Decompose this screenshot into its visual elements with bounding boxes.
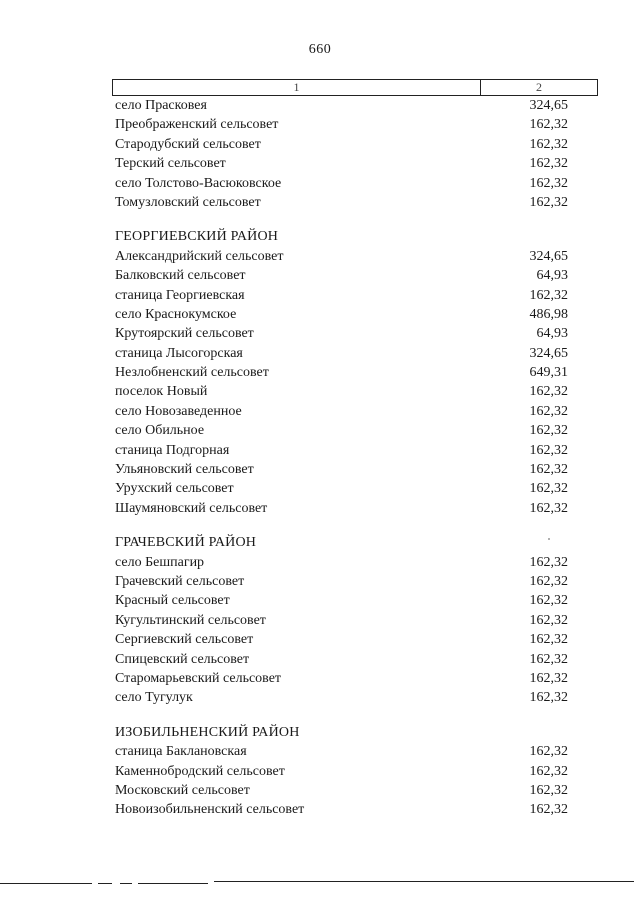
amount-value: 162,32 (529, 287, 568, 303)
amount-value: 162,32 (529, 500, 568, 516)
amount-value: 162,32 (529, 763, 568, 779)
settlement-name: село Новозаведенное (115, 403, 242, 419)
table-row (115, 479, 595, 498)
amount-value: 64,93 (536, 326, 568, 342)
settlement-name: Каменнобродский сельсовет (115, 763, 285, 779)
district-heading: ГЕОРГИЕВСКИЙ РАЙОН (115, 229, 279, 245)
settlement-name: станица Подгорная (115, 442, 230, 458)
table-row (115, 800, 595, 819)
amount-value: 162,32 (529, 462, 568, 478)
settlement-name: Преображенский сельсовет (115, 117, 279, 133)
amount-value: 162,32 (529, 384, 568, 400)
amount-value: 162,32 (529, 612, 568, 628)
table-row (115, 669, 595, 688)
amount-value: 162,32 (529, 554, 568, 570)
table-row (115, 742, 595, 761)
settlement-name: Стародубский сельсовет (115, 136, 261, 152)
settlement-name: Томузловский сельсовет (115, 194, 261, 210)
table-row (115, 193, 595, 212)
settlement-name: Спицевский сельсовет (115, 651, 250, 667)
settlement-name: Александрийский сельсовет (115, 248, 284, 264)
table-row (115, 344, 595, 363)
amount-value: 162,32 (529, 156, 568, 172)
settlement-name: Крутоярский сельсовет (115, 326, 254, 342)
amount-value: 162,32 (529, 194, 568, 210)
settlement-name: поселок Новый (115, 384, 208, 400)
amount-value: 324,65 (529, 248, 568, 264)
table-row (115, 402, 595, 421)
settlement-name: Старомарьевский сельсовет (115, 670, 282, 686)
table-row (115, 174, 595, 193)
settlement-name: Красный сельсовет (115, 593, 230, 609)
amount-value: 162,32 (529, 593, 568, 609)
settlement-name: станица Лысогорская (115, 345, 243, 361)
amount-value: 162,32 (529, 442, 568, 458)
amount-value: 162,32 (529, 481, 568, 497)
table-row (115, 499, 595, 518)
footer-rule (138, 883, 208, 884)
amount-value: 162,32 (529, 136, 568, 152)
footer-rule (214, 881, 634, 882)
table-row (115, 266, 595, 285)
amount-value: 162,32 (529, 175, 568, 191)
table-row (115, 762, 595, 781)
table-row (115, 363, 595, 382)
scan-speck (548, 538, 550, 540)
document-table (115, 96, 595, 820)
settlement-name: станица Георгиевская (115, 287, 245, 303)
amount-value: 649,31 (529, 365, 568, 381)
table-row (115, 781, 595, 800)
amount-value: 162,32 (529, 690, 568, 706)
table-row (115, 591, 595, 610)
settlement-name: село Краснокумское (115, 306, 237, 322)
amount-value: 162,32 (529, 117, 568, 133)
settlement-name: село Обильное (115, 423, 205, 439)
settlement-name: село Бешпагир (115, 554, 205, 570)
settlement-name: Новоизобильненский сельсовет (115, 802, 305, 818)
footer-rule (120, 883, 132, 884)
settlement-name: село Тугулук (115, 690, 193, 706)
settlement-name: село Прасковея (115, 98, 207, 113)
amount-value: 324,65 (529, 345, 568, 361)
table-row (115, 421, 595, 440)
table-row (115, 324, 595, 343)
table-row (115, 611, 595, 630)
table-row (115, 630, 595, 649)
table-row (115, 382, 595, 401)
settlement-name: Ульяновский сельсовет (115, 462, 254, 478)
column-header-2: 2 (536, 80, 542, 94)
settlement-name: Кугультинский сельсовет (115, 612, 266, 628)
amount-value: 486,98 (529, 306, 568, 322)
table-row (115, 96, 595, 115)
settlement-name: Московский сельсовет (115, 782, 250, 798)
settlement-name: Сергиевский сельсовет (115, 632, 254, 648)
amount-value: 162,32 (529, 802, 568, 818)
amount-value: 162,32 (529, 632, 568, 648)
amount-value: 64,93 (536, 268, 568, 284)
footer-rule (98, 883, 112, 884)
amount-value: 162,32 (529, 403, 568, 419)
settlement-name: станица Баклановская (115, 744, 247, 760)
amount-value: 162,32 (529, 782, 568, 798)
table-row (115, 247, 595, 266)
amount-value: 162,32 (529, 573, 568, 589)
table-row (115, 441, 595, 460)
amount-value: 162,32 (529, 744, 568, 760)
district-heading: ГРАЧЕВСКИЙ РАЙОН (115, 535, 257, 551)
table-row (115, 305, 595, 324)
settlement-name: Грачевский сельсовет (115, 573, 245, 589)
table-row (115, 154, 595, 173)
footer-rule (0, 883, 92, 884)
district-heading: ИЗОБИЛЬНЕНСКИЙ РАЙОН (115, 724, 300, 740)
settlement-name: Урухский сельсовет (115, 481, 234, 497)
table-row (115, 286, 595, 305)
settlement-name: Терский сельсовет (115, 156, 226, 172)
amount-value: 162,32 (529, 651, 568, 667)
table-row (115, 135, 595, 154)
table-row (115, 572, 595, 591)
settlement-name: Балковский сельсовет (115, 268, 246, 284)
amount-value: 162,32 (529, 423, 568, 439)
settlement-name: село Толстово-Васюковское (115, 175, 282, 191)
table-row (115, 650, 595, 669)
amount-value: 162,32 (529, 670, 568, 686)
table-row (115, 688, 595, 707)
column-header-row (112, 79, 598, 96)
column-header-1: 1 (113, 80, 481, 95)
amount-value: 324,65 (529, 98, 568, 113)
table-row (115, 553, 595, 572)
table-row (115, 460, 595, 479)
settlement-name: Незлобненский сельсовет (115, 365, 269, 381)
page-number: 660 (308, 42, 332, 57)
table-row (115, 115, 595, 134)
settlement-name: Шаумяновский сельсовет (115, 500, 268, 516)
